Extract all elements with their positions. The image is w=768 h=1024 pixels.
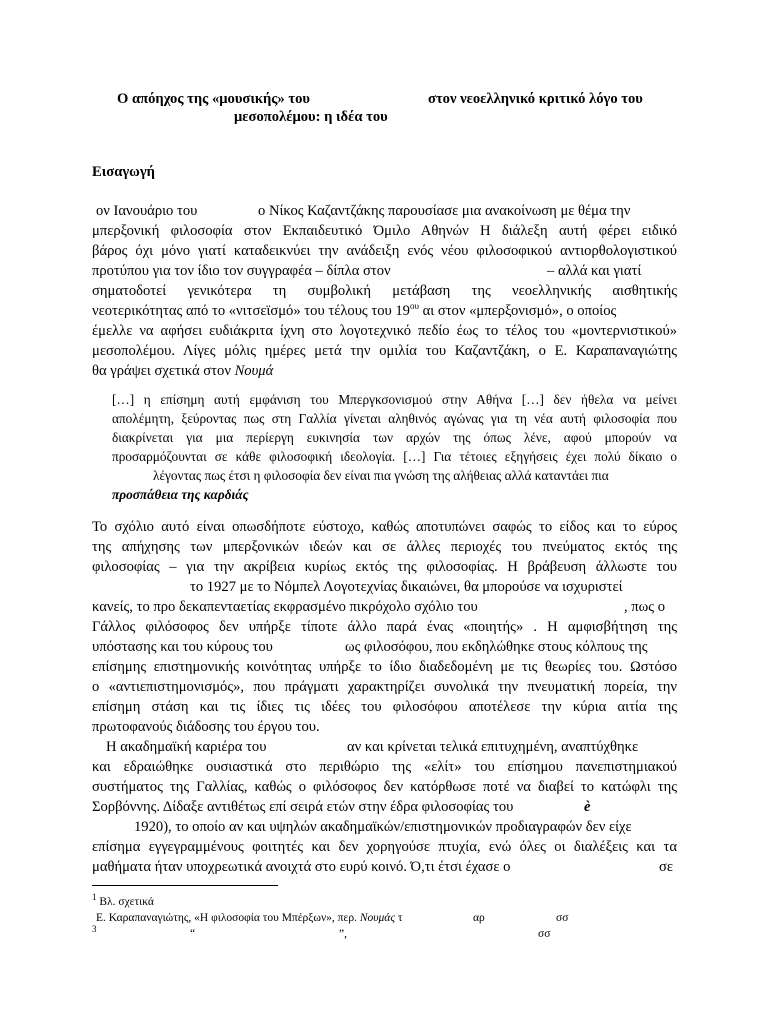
footnote-3-open-quote: “ (190, 928, 196, 940)
footnote-1: $^1$ Βλ. σχετικά (92, 892, 154, 908)
section-heading: Εισαγωγή (92, 164, 155, 180)
p2-line-3: φιλοσοφίας – για την ακρίβεια κυρίως εκτός της φιλοσοφίας. Η βράβευση άλλωστε του (92, 559, 677, 575)
p2-line-10: επίσημη στάση και τις ίδιες τις ιδέες του φιλοσόφου αποτέλεσε την κύρια αιτία της (92, 699, 677, 715)
p1-line-1a: ον Ιανουάριο του (96, 203, 198, 219)
p2-line-2: της απήχησης των μπερξονικών ιδεών και σε άλλες περιοχές του πνεύματος εκτός της (92, 539, 677, 555)
p3-line-3: συστήματος της Γαλλίας, καθώς ο φιλόσοφος δεν κατόρθωσε ποτέ να διαβεί το κατώφλι της (92, 779, 677, 795)
footnote-separator (92, 885, 278, 886)
footnote-2-issue: αρ (473, 912, 485, 924)
p1-line-6: νεοτερικότητας από το «νιτσεϊσμό» του τέλους του $19^{o\upsilon}$ αι στον «μπερξονισμό», ο οποίος (92, 301, 617, 319)
footnote-3-pages: σσ (538, 928, 551, 940)
p3-line-7b: σε (659, 859, 673, 875)
quote-line-3: διακρίνεται για μια περίεργη ευκινησία των αρχών της όπως λένε, αφού μπορούν να (112, 430, 677, 445)
p2-line-5a: κανείς, το προ δεκαπενταετίας εκφρασμένο πικρόχολο σχόλιο του (92, 599, 478, 615)
footnote-2-text: Ε. Καραπαναγιώτης, «Η φιλοσοφία του Μπέρξων», περ. Νουμάς τ (96, 912, 403, 924)
p2-line-9: ο «αντιεπιστημονισμός», που πράγματι χαρακτηρίζει συνολικά την πνευματική πορεία, την (92, 679, 677, 695)
p3-line-1a: Η ακαδημαϊκή καριέρα του (106, 739, 267, 755)
p2-line-6: Γάλλος φιλόσοφος δεν υπήρξε τίποτε άλλο παρά ένας «ποιητής» . Η αμφισβήτηση της (92, 619, 677, 635)
p3-line-6: επίσημα εγγεγραμμένους φοιτητές και δεν χορηγούσε πτυχία, ενώ όλες οι διαλέξεις και τα (92, 839, 677, 855)
p2-line-7b: ως φιλοσόφου, που εκδηλώθηκε στους κόλπους της (345, 639, 648, 655)
p2-line-8: επίσημης επιστημονικής κοινότητας υπήρξε το ίδιο διαδεδομένη με τις θεωρίες του. Ωστόσο (92, 659, 677, 675)
quote-line-4: προσαρμόζουνται σε κάθε φιλοσοφική ιδεολογία. […] Για τέτοιες εξηγήσεις έχει πολύ δίκαιο ο (112, 449, 677, 464)
p1-line-4b: – αλλά και γιατί (547, 263, 642, 279)
p2-line-7a: υπόστασης και του κύρους του (92, 639, 273, 655)
p2-line-4: το 1927 με το Νόμπελ Λογοτεχνίας δικαιώνει, θα μπορούσε να ισχυριστεί (190, 579, 623, 595)
p3-line-1b: αν και κρίνεται τελικά επιτυχημένη, αναπτύχθηκε (347, 739, 639, 755)
p3-line-4b: è (584, 799, 591, 815)
p1-line-7: έμελλε να αφήσει ευδιάκριτα ίχνη στο λογοτεχνικό πεδίο έως το τέλος του «μοντερνιστικού» (92, 323, 677, 339)
title-line-2: μεσοπολέμου: η ιδέα του (234, 109, 388, 125)
p1-line-1b: ο Νίκος Καζαντζάκης παρουσίασε μια ανακοίνωση με θέμα την (258, 203, 631, 219)
p1-line-4a: προτύπου για τον ίδιο τον συγγραφέα – δίπλα στον (92, 263, 391, 279)
footnote-3-number: 3 (92, 924, 97, 935)
p1-line-9: θα γράψει σχετικά στον Νουμά (92, 363, 274, 379)
p3-line-5: 1920), το οποίο αν και υψηλών ακαδημαϊκών/επιστημονικών προδιαγραφών δεν είχε (134, 819, 632, 835)
quote-line-1: […] η επίσημη αυτή εμφάνιση του Μπεργκσονισμού στην Αθήνα […] δεν ήθελα να μείνει (112, 392, 677, 407)
p1-line-3: βάρος όχι μόνο γιατί καταδεικνύει την ανάδειξη ενός νέου φιλοσοφικού αντιορθολογιστικού (92, 243, 677, 259)
p3-line-7a: μαθήματα ήταν υποχρεωτικά ανοιχτά στο ευρύ κοινό. Ό,τι έτσι έχασε ο (92, 859, 511, 875)
p1-line-5: σηματοδοτεί γενικότερα τη συμβολική μετάβαση της νεοελληνικής αισθητικής (92, 283, 677, 299)
footnote-2-pages: σσ (556, 912, 569, 924)
title-line-1a: Ο απόηχος της «μουσικής» του (117, 91, 310, 107)
p2-line-5b: , πως ο (624, 599, 665, 615)
quote-line-5: λέγοντας πως έτσι η φιλοσοφία δεν είναι πια γνώση της αλήθειας αλλά καταντάει πια (153, 468, 609, 483)
footnote-3-close-quote: ”, (339, 928, 347, 940)
p3-line-4a: Σορβόννης. Δίδαξε αντιθέτως επί σειρά ετών στην έδρα φιλοσοφίας του (92, 799, 514, 815)
p1-line-8: μεσοπολέμου. Λίγες μόλις ημέρες μετά την ομιλία του Καζαντζάκη, ο Ε. Καραπαναγιώτης (92, 343, 677, 359)
quote-line-6: προσπάθεια της καρδιάς (112, 487, 249, 502)
p2-line-1: Το σχόλιο αυτό είναι οπωσδήποτε εύστοχο, καθώς αποτυπώνει σαφώς το είδος και το εύρος (92, 519, 677, 535)
title-line-1b: στον νεοελληνικό κριτικό λόγο του (428, 91, 643, 107)
p3-line-2: και εδραιώθηκε ουσιαστικά στο περιθώριο της «ελίτ» του επίσημου πανεπιστημιακού (92, 759, 677, 775)
p1-line-2: μπερξονική φιλοσοφία στον Εκπαιδευτικό Όμιλο Αθηνών Η διάλεξη αυτή φέρει ειδικό (92, 223, 677, 239)
quote-line-2: απολέμητη, ξεύροντας πως στη Γαλλία γίνεται αληθινός αγώνας για τη νέα αυτή φιλοσοφία που (112, 411, 677, 426)
p2-line-11: πρωτοφανούς διάδοσης του έργου του. (92, 719, 320, 735)
